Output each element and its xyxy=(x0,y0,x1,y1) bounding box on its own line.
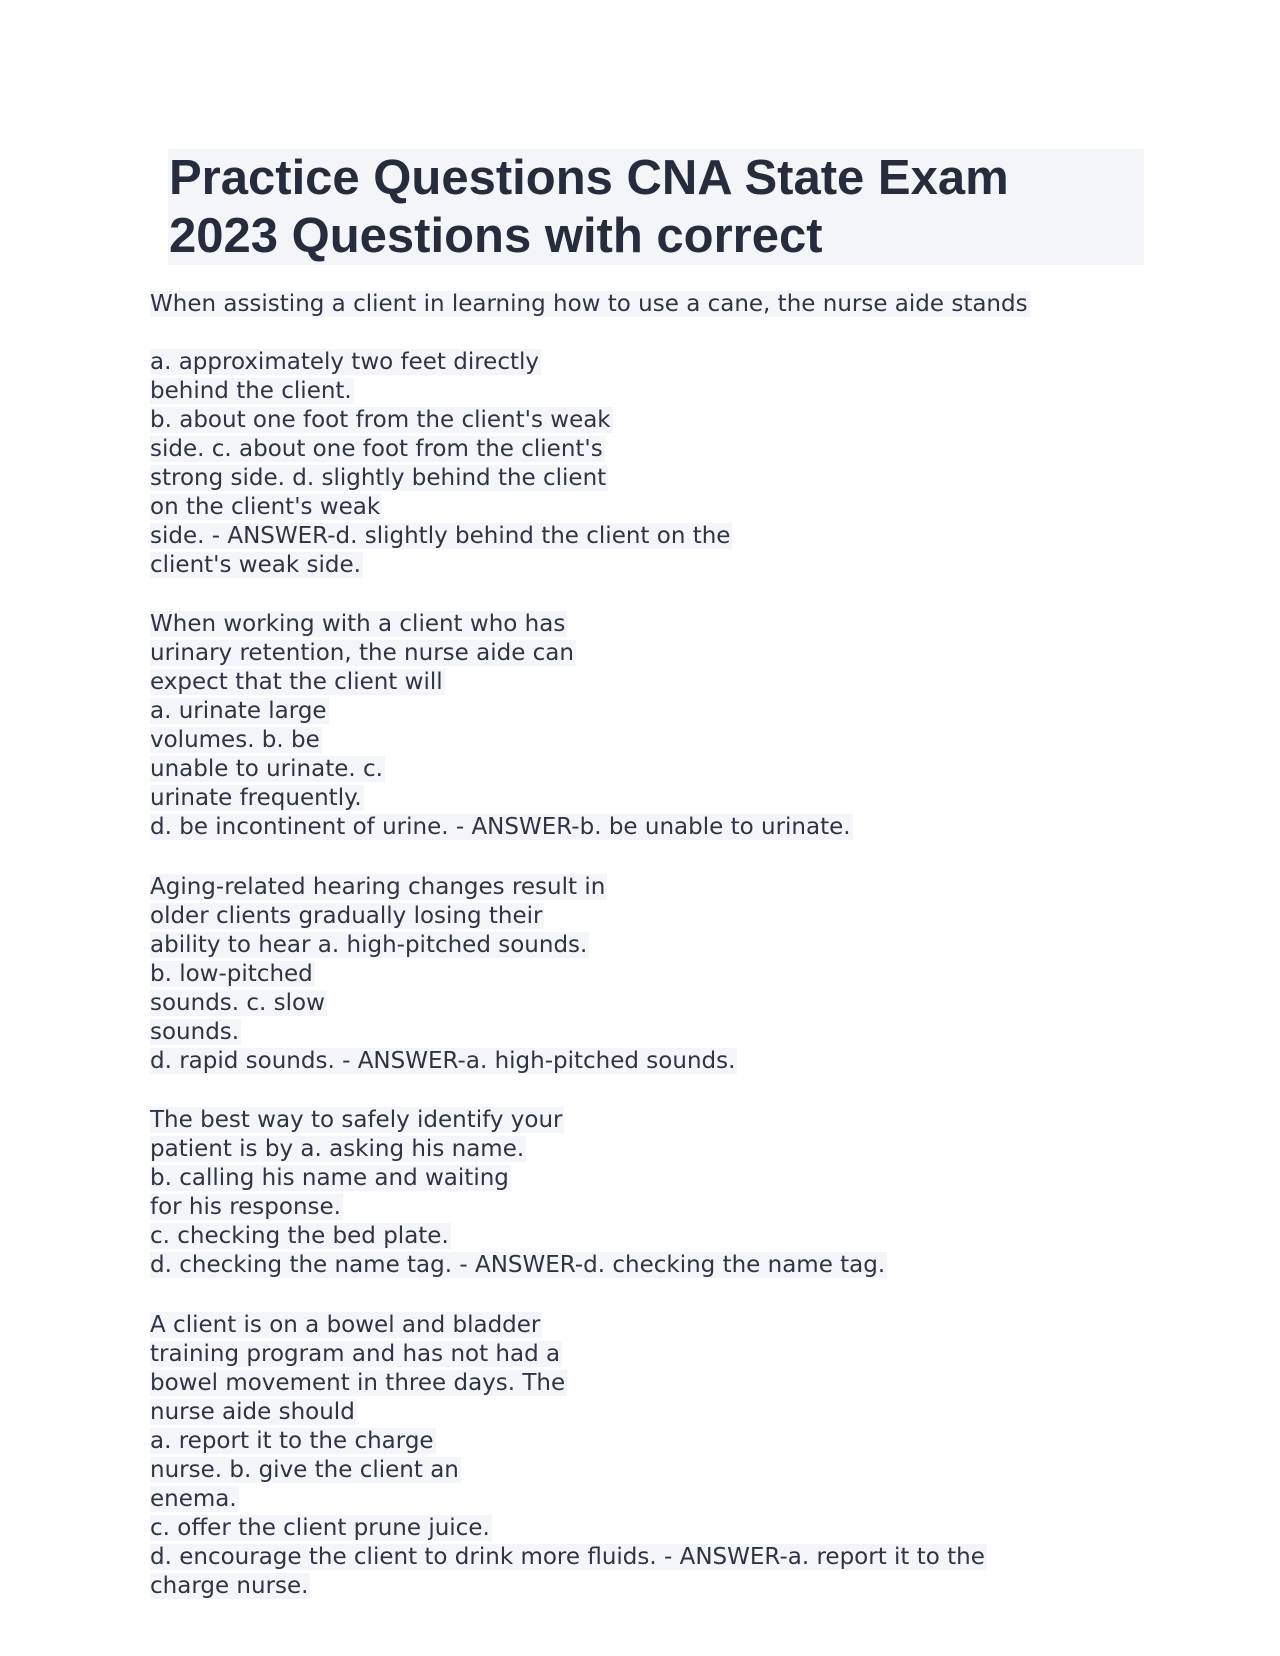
question-4-line: for his response. xyxy=(150,1194,341,1220)
question-2-line: When working with a client who has xyxy=(150,611,566,637)
question-4-line: The best way to safely identify your xyxy=(150,1107,563,1133)
question-5-line: A client is on a bowel and bladder xyxy=(150,1312,541,1338)
question-5-line: training program and has not had a xyxy=(150,1341,561,1367)
question-2-line: a. urinate large xyxy=(150,698,327,724)
question-2-line: expect that the client will xyxy=(150,669,443,695)
question-3-answer-line: d. rapid sounds. - ANSWER-a. high-pitched sounds. xyxy=(150,1048,736,1074)
question-1-line: strong side. d. slightly behind the client xyxy=(150,465,607,491)
question-4-answer-line: d. checking the name tag. - ANSWER-d. checking the name tag. xyxy=(150,1252,886,1278)
question-5-line: nurse. b. give the client an xyxy=(150,1457,459,1483)
question-2-line: urinary retention, the nurse aide can xyxy=(150,640,574,666)
question-5-line: enema. xyxy=(150,1486,237,1512)
document-title-line-1: Practice Questions CNA State Exam xyxy=(169,151,1009,205)
question-1-line: side. c. about one foot from the client's xyxy=(150,436,603,462)
question-2-line: unable to urinate. c. xyxy=(150,756,383,782)
question-5-line: c. offer the client prune juice. xyxy=(150,1515,490,1541)
question-2-line: urinate frequently. xyxy=(150,785,362,811)
question-3-line: b. low-pitched xyxy=(150,961,313,987)
question-3-line: sounds. xyxy=(150,1019,240,1045)
question-4-line: b. calling his name and waiting xyxy=(150,1165,509,1191)
question-3-line: ability to hear a. high-pitched sounds. xyxy=(150,932,588,958)
question-5-answer-line: charge nurse. xyxy=(150,1573,309,1599)
question-5-answer-line: d. encourage the client to drink more fluids. - ANSWER-a. report it to the xyxy=(150,1544,985,1570)
question-2-answer-line: d. be incontinent of urine. - ANSWER-b. be unable to urinate. xyxy=(150,814,851,840)
question-1-stem: When assisting a client in learning how to use a cane, the nurse aide stands xyxy=(150,291,1028,317)
question-1-answer-line: side. - ANSWER-d. slightly behind the client on the xyxy=(150,523,731,549)
question-4-line: patient is by a. asking his name. xyxy=(150,1136,525,1162)
question-1-line: a. approximately two feet directly xyxy=(150,349,540,375)
question-3-line: Aging-related hearing changes result in xyxy=(150,874,606,900)
question-4-line: c. checking the bed plate. xyxy=(150,1223,449,1249)
question-2-line: volumes. b. be xyxy=(150,727,320,753)
question-3-line: sounds. c. slow xyxy=(150,990,325,1016)
document-title-line-2: 2023 Questions with correct xyxy=(169,209,823,263)
question-1-answer-line: client's weak side. xyxy=(150,552,361,578)
question-1-line: on the client's weak xyxy=(150,494,381,520)
question-3-line: older clients gradually losing their xyxy=(150,903,543,929)
question-5-line: nurse aide should xyxy=(150,1399,355,1425)
question-5-line: a. report it to the charge xyxy=(150,1428,434,1454)
question-1-line: behind the client. xyxy=(150,378,352,404)
question-5-line: bowel movement in three days. The xyxy=(150,1370,566,1396)
question-1-line: b. about one foot from the client's weak xyxy=(150,407,611,433)
